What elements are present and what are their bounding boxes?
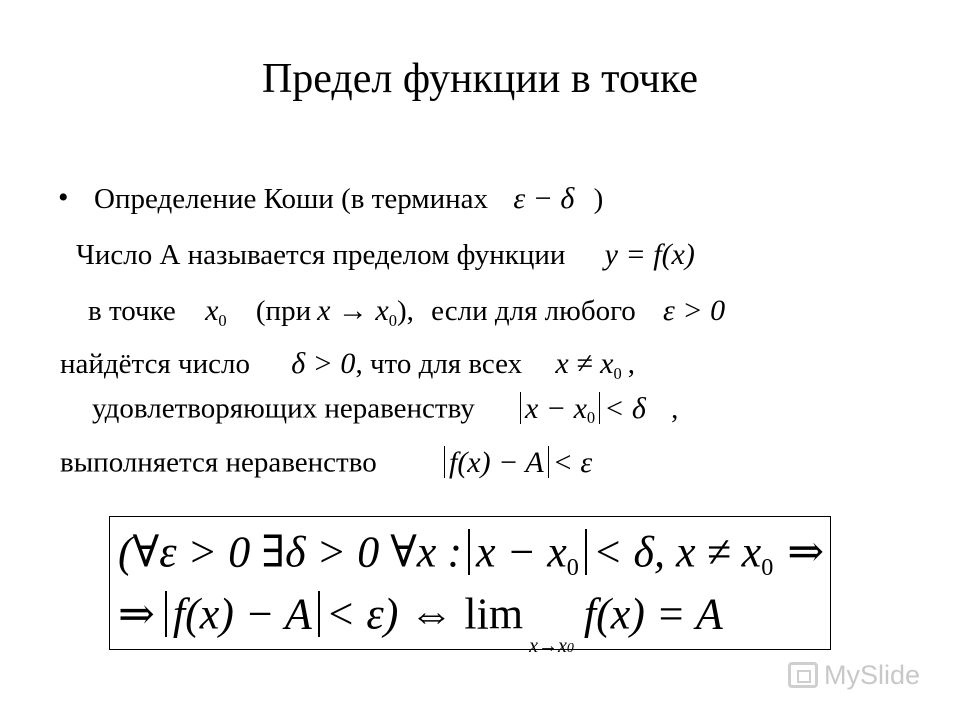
definition-line-6-text: выполняется неравенство	[60, 446, 377, 479]
definition-line-5-text: удовлетворяющих неравенству	[92, 392, 475, 425]
definition-line-2-text: Число А называется пределом функции	[76, 239, 566, 271]
definition-line-4-mid: , что для всех	[355, 348, 523, 380]
box-row-1: (∀ε > 0 ∃δ > 0 ∀x : x − x0 < δ, x ≠ x0 ⇒	[118, 527, 825, 581]
lim-operator: lim	[464, 589, 524, 639]
lim-subscript: x→x0	[529, 635, 574, 658]
myslide-logo-text: MySlide	[823, 660, 920, 690]
definition-line-5-comma: ,	[671, 392, 679, 425]
definition-line-3-prefix: в точке	[88, 295, 176, 327]
definition-line-6	[60, 446, 592, 478]
myslide-logo	[788, 662, 920, 689]
definition-line-5	[92, 391, 679, 428]
x-tends-to-x0: x → x0	[317, 294, 397, 330]
point-x0: x0	[205, 294, 227, 330]
box-row-2: ⇒ f(x) − A < ε) ⇔ $\lim_{x\to x0}f(x) = A$	[118, 589, 723, 658]
definition-line-2	[76, 240, 695, 270]
paren-close-text: ),	[396, 295, 414, 327]
definition-heading-text: Определение Коши (в терминах	[94, 183, 489, 215]
definition-line-4-text: найдётся число	[60, 348, 250, 380]
delta-condition: δ > 0	[291, 347, 356, 380]
definition-line-4	[60, 347, 635, 383]
x-not-equal-x0: x ≠ x0	[555, 347, 622, 383]
epsilon-condition: ε > 0	[663, 294, 726, 327]
epsilon-delta-formula: ε − δ	[513, 182, 575, 215]
bullet-icon: •	[58, 181, 69, 214]
epsilon-neighbourhood-inequality: f(x) − A < ε	[440, 446, 592, 479]
delta-neighbourhood-inequality: x − x0 < δ	[516, 392, 646, 425]
definition-line-3	[88, 294, 726, 330]
paren-open-text: (при	[255, 295, 312, 327]
function-formula: y = f(x)	[604, 238, 695, 271]
definition-line-4-comma: ,	[627, 348, 635, 380]
presentation-icon	[788, 662, 818, 688]
definition-heading	[94, 184, 603, 214]
definition-heading-close: )	[593, 183, 604, 215]
slide-title: Предел функции в точке	[261, 56, 699, 102]
limit-definition-box	[109, 516, 831, 658]
definition-line-3-suffix: если для любого	[431, 295, 636, 327]
